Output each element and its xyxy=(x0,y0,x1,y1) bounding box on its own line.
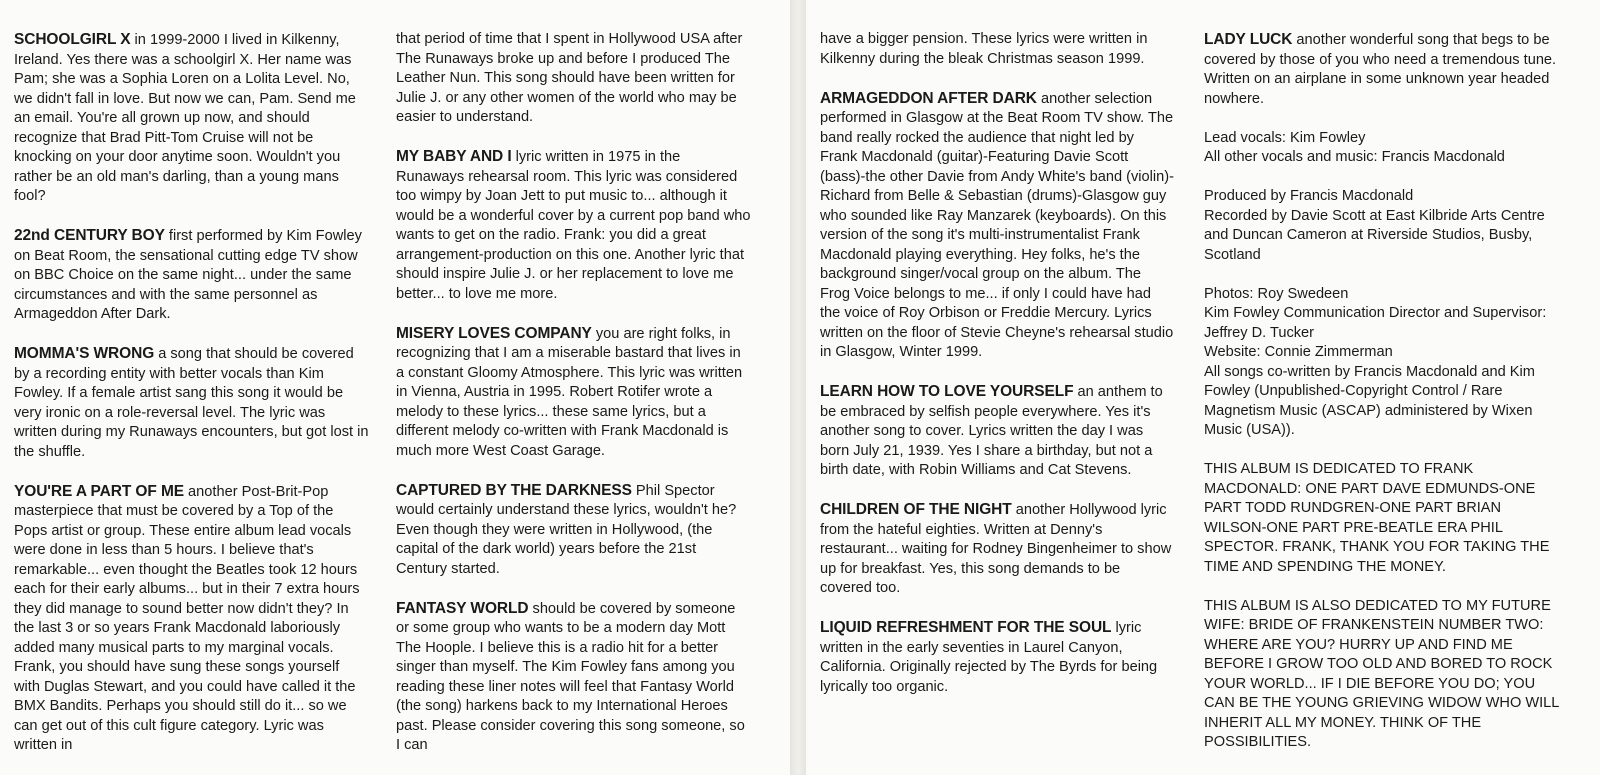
song-text: Phil Spector would certainly understand these lyrics, wouldn't he? Even though they were written in Hollywood, (the capital of the dark world) years before the 21st Century started. xyxy=(396,482,737,577)
song-text: that period of time that I spent in Hollywood USA after The Runaways broke up and before I produced The Leather Nun. This song should have been written for Julie J. or any other women of the world who may be easier to understand. xyxy=(396,31,743,125)
column-3 xyxy=(820,30,1174,697)
song-text: an anthem to be embraced by selfish people everywhere. Yes it's another song to cover. Lyrics written the day I was born July 21, 1939. Yes I share a birthday, but not a birth date, with Robin Williams and Cat Stevens. xyxy=(820,384,1163,478)
left-page xyxy=(0,0,790,775)
song-note xyxy=(820,382,1174,481)
song-text: in 1999-2000 I lived in Kilkenny, Ireland. Yes there was a schoolgirl X. Her name was Pam; she was a Sophia Loren on a Lolita Level. No, we didn't fall in love. But now we can, Pam. Send me an email. You're all grown up now, and should recognize that Brad Pitt-Tom Cruise will not be knocking on your door anytime soon. Wouldn't you rather be an old man's darling, than a young mans fool? xyxy=(14,32,356,204)
song-text: another Post-Brit-Pop masterpiece that must be covered by a Top of the Pops artist or group. These entire album lead vocals were done in less than 5 hours. I believe that's remarkable... even thought the Beatles took 12 hours each for their early albums... but in their 7 extra hours they did manage to sound better now didn't they? In the last 3 or so years Frank Macdonald laboriously added many musical parts to my marginal vocals. Frank, you should have sung these songs yourself with Duglas Stewart, and you could have called it the BMX Bandits. Perhaps you should still do it... so we can get out of this cult figure category. Lyric was written in xyxy=(14,483,360,753)
song-title: MY BABY AND I xyxy=(396,148,512,165)
song-text: should be covered by someone or some group who wants to be a modern day Mott The Hoople. I believe this is a radio hit for a better singer than myself. The Kim Fowley fans among you reading these liner notes will feel that Fantasy World (the song) harkens back to my International Heroes past. Please consider covering this song someone, so I can xyxy=(396,600,745,753)
song-title: LIQUID REFRESHMENT FOR THE SOUL xyxy=(820,619,1112,636)
song-note xyxy=(14,482,369,756)
song-text: another selection performed in Glasgow at the Beat Room TV show. The band really rocked the audience that night led by Frank Macdonald (guitar)-Featuring Davie Scott (bass)-the other Davie from Andy White's band (violin)-Richard from Belle & Sebastian (drums)-Glasgow guy who sounded like Ray Manzarek (keyboards). On this version of the song it's multi-instrumentalist Frank Macdonald playing everything. Hey folks, he's the background singer/vocal group on the album. The Frog Voice belongs to me... if only I could have had the voice of Roy Orbison or Freddie Mercury. Lyrics written on the floor of Stevie Cheyne's rehearsal studio in Glasgow, Winter 1999. xyxy=(820,90,1174,360)
dedication-future-wife: THIS ALBUM IS ALSO DEDICATED TO MY FUTURE WIFE: BRIDE OF FRANKENSTEIN NUMBER TWO: WHERE ARE YOU? HURRY UP AND FIND ME BEFORE I GROW TOO OLD AND BORED TO ROCK YOUR WORLD... IF I DIE BEFORE YOU DO; YOU CAN BE THE YOUNG GRIEVING WIDOW WHO WILL INHERIT ALL MY MONEY. THINK OF THE POSSIBILITIES. xyxy=(1204,597,1559,750)
song-note xyxy=(396,599,751,756)
page-gutter xyxy=(790,0,806,775)
song-note xyxy=(820,618,1174,697)
song-text: a song that should be covered by a recording entity with better vocals than Kim Fowley. If a female artist sang this song it would be very ironic on a role-reversal level. The lyric was written during my Runaways encounters, but got lost in the shuffle. xyxy=(14,346,369,460)
dedication-frank: THIS ALBUM IS DEDICATED TO FRANK MACDONALD: ONE PART DAVE EDMUNDS-ONE PART TODD RUNDGREN-ONE PART BRIAN WILSON-ONE PART PRE-BEATLE ERA PHIL SPECTOR. FRANK, THANK YOU FOR TAKING THE TIME AND SPENDING THE MONEY. xyxy=(1204,461,1550,575)
song-text: another Hollywood lyric from the hateful eighties. Written at Denny's restaurant... waiting for Rodney Bingenheimer to show up for breakfast. Yes, this song demands to be covered too. xyxy=(820,502,1172,596)
song-text: lyric written in 1975 in the Runaways rehearsal room. This lyric was considered too wimpy by Joan Jett to put music to... although it would be a wonderful cover by a current pop band who wants to get on the radio. Frank: you did a great arrangement-production on this one. Another lyric that should inspire Julie J. or her replacement to love me better... to love me more. xyxy=(396,149,751,302)
song-title: CAPTURED BY THE DARKNESS xyxy=(396,481,632,499)
credit-line: Lead vocals: Kim Fowley xyxy=(1204,129,1366,146)
credit-line: Kim Fowley Communication Director and Supervisor: Jeffrey D. Tucker xyxy=(1204,305,1547,341)
credit-line: Recorded by Davie Scott at East Kilbride Arts Centre and Duncan Cameron at Riverside Studios, Busby, Scotland xyxy=(1204,207,1545,263)
song-note xyxy=(1204,30,1562,109)
song-text: lyric written in the early seventies in Laurel Canyon, California. Originally rejected by The Byrds for being lyrically too organic. xyxy=(820,620,1158,695)
song-title: FANTASY WORLD xyxy=(396,599,529,617)
song-note xyxy=(820,500,1174,599)
column-1 xyxy=(14,30,369,756)
song-title: ARMAGEDDON AFTER DARK xyxy=(820,89,1037,107)
credits-production xyxy=(1204,187,1562,265)
credit-line: All songs co-written by Francis Macdonald and Kim Fowley (Unpublished-Copyright Control / Rare Magnetism Music (ASCAP) administered by Wixen Music (USA)). xyxy=(1204,363,1535,438)
song-note xyxy=(14,30,369,207)
song-title: MISERY LOVES COMPANY xyxy=(396,324,592,342)
song-text: first performed by Kim Fowley on Beat Room, the sensational cutting edge TV show on BBC Choice on the same night... under the same circumstances and with the same personnel as Armageddon After Dark. xyxy=(14,228,362,322)
credit-line: Produced by Francis Macdonald xyxy=(1204,188,1414,204)
song-text: have a bigger pension. These lyrics were written in Kilkenny during the bleak Christmas season 1999. xyxy=(820,31,1148,67)
credit-line: Photos: Roy Swedeen xyxy=(1204,285,1349,302)
song-title: LEARN HOW TO LOVE YOURSELF xyxy=(820,383,1074,400)
song-text: you are right folks, in recognizing that I am a miserable bastard that lives in a constant Gloomy Atmosphere. This lyric was written in Vienna, Austria in 1995. Robert Rotifer wrote a melody to these lyrics... these same lyrics, but a different melody co-written with Frank Macdonald is much more West Coast Garage. xyxy=(396,325,743,459)
song-note xyxy=(14,344,369,462)
song-note xyxy=(396,481,751,580)
credit-line: Website: Connie Zimmerman xyxy=(1204,344,1393,360)
song-note xyxy=(396,147,751,304)
song-title: MOMMA'S WRONG xyxy=(14,345,155,362)
song-title: 22nd CENTURY BOY xyxy=(14,227,165,244)
song-title: CHILDREN OF THE NIGHT xyxy=(820,501,1012,518)
song-title: SCHOOLGIRL X xyxy=(14,31,131,48)
song-text: another wonderful song that begs to be covered by those of you who need a tremendous tune. Written on an airplane in some unknown year headed nowhere. xyxy=(1204,32,1557,107)
credit-line: All other vocals and music: Francis Macdonald xyxy=(1204,149,1505,165)
song-title: YOU'RE A PART OF ME xyxy=(14,482,184,500)
song-note xyxy=(820,89,1174,363)
song-note xyxy=(14,226,369,325)
credits-vocals xyxy=(1204,129,1562,168)
song-note xyxy=(820,30,1174,69)
song-title: LADY LUCK xyxy=(1204,31,1293,48)
column-2 xyxy=(396,30,751,756)
song-note xyxy=(396,30,751,128)
column-4 xyxy=(1204,30,1562,753)
song-note xyxy=(396,324,751,462)
credits-staff xyxy=(1204,285,1562,441)
